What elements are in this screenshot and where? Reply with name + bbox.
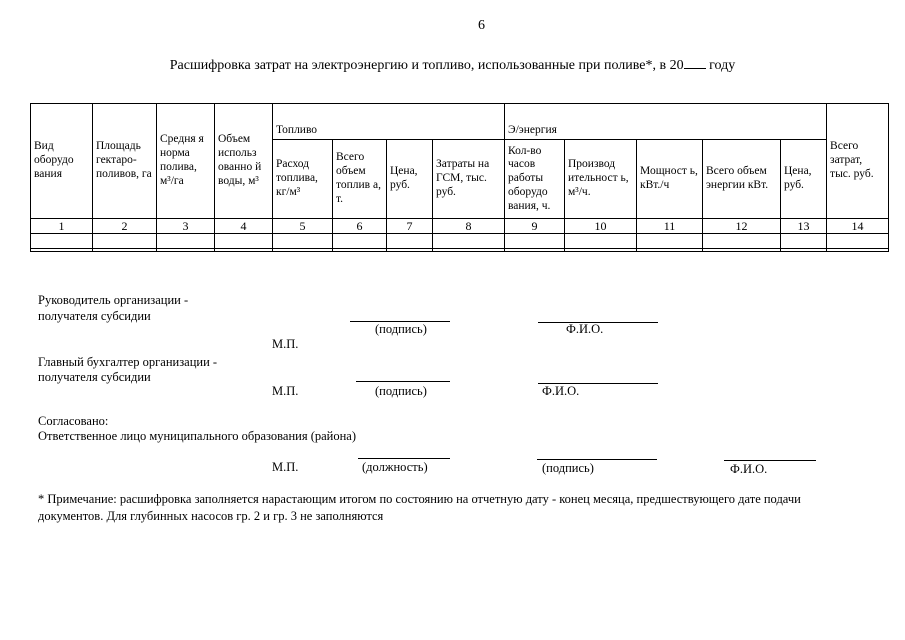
title-suffix: году [709, 58, 736, 73]
table-cell[interactable] [31, 249, 93, 252]
table-cell[interactable] [273, 234, 333, 249]
table-cell[interactable] [31, 234, 93, 249]
column-number: 5 [273, 219, 333, 234]
header-fuel-price: Цена, руб. [387, 140, 433, 219]
municipal-official-label: Ответственное лицо муниципального образования (района) [38, 429, 357, 443]
header-hours: Кол-во часов работы оборудо вания, ч. [505, 140, 565, 219]
header-fuel-cost: Затраты на ГСМ, тыс. руб. [433, 140, 505, 219]
column-number: 4 [215, 219, 273, 234]
accountant-stamp-label: М.П. [272, 384, 299, 398]
column-number: 9 [505, 219, 565, 234]
table-row [31, 234, 889, 249]
head-fio-caption: Ф.И.О. [566, 322, 604, 336]
table-cell[interactable] [637, 234, 703, 249]
table-cell[interactable] [827, 249, 889, 252]
table-cell[interactable] [215, 234, 273, 249]
column-number: 8 [433, 219, 505, 234]
table-cell[interactable] [703, 249, 781, 252]
column-number: 10 [565, 219, 637, 234]
table-row [31, 249, 889, 252]
table-cell[interactable] [387, 249, 433, 252]
table-cell[interactable] [781, 249, 827, 252]
table-cell[interactable] [505, 249, 565, 252]
municipal-fio-line[interactable] [724, 460, 816, 461]
accountant-signature-caption: (подпись) [375, 384, 427, 398]
municipal-signature-line[interactable] [537, 459, 657, 460]
table-cell[interactable] [637, 249, 703, 252]
head-stamp-label: М.П. [272, 337, 299, 351]
table-cell[interactable] [387, 234, 433, 249]
column-number: 3 [157, 219, 215, 234]
column-number: 6 [333, 219, 387, 234]
cost-table [30, 103, 889, 252]
title-text: Расшифровка затрат на электроэнергию и топливо, использованные при поливе*, в 20 [169, 58, 684, 73]
header-equipment-type: Вид оборудо вания [31, 104, 93, 219]
year-blank[interactable] [684, 56, 706, 69]
head-signature-caption: (подпись) [375, 322, 427, 336]
header-norm: Средня я норма полива, м³/га [157, 104, 215, 219]
municipal-position-line[interactable] [358, 458, 450, 459]
header-energy-price: Цена, руб. [781, 140, 827, 219]
header-total-cost: Всего затрат, тыс. руб. [827, 104, 889, 219]
column-number: 2 [93, 219, 157, 234]
table-cell[interactable] [333, 234, 387, 249]
column-number: 14 [827, 219, 889, 234]
municipal-fio-caption: Ф.И.О. [730, 462, 768, 476]
header-productivity: Производ ительност ь, м³/ч. [565, 140, 637, 219]
head-label-line1: Руководитель организации - [38, 293, 189, 307]
header-fuel-total: Всего объем топлив а, т. [333, 140, 387, 219]
header-fuel-group: Топливо [273, 104, 505, 140]
header-energy-total: Всего объем энергии кВт. [703, 140, 781, 219]
header-area: Площадь гектаро-поливов, га [93, 104, 157, 219]
page-number: 6 [478, 18, 485, 33]
table-cell[interactable] [565, 234, 637, 249]
table-cell[interactable] [505, 234, 565, 249]
accountant-label-line1: Главный бухгалтер организации - [38, 355, 218, 369]
column-number: 11 [637, 219, 703, 234]
table-cell[interactable] [433, 234, 505, 249]
column-number: 12 [703, 219, 781, 234]
municipal-stamp-label: М.П. [272, 460, 299, 474]
table-cell[interactable] [827, 234, 889, 249]
column-number: 13 [781, 219, 827, 234]
table-cell[interactable] [333, 249, 387, 252]
table-cell[interactable] [157, 249, 215, 252]
column-number: 7 [387, 219, 433, 234]
table-cell[interactable] [93, 234, 157, 249]
head-label-line2: получателя субсидии [38, 309, 151, 323]
table-cell[interactable] [157, 234, 215, 249]
header-water-volume: Объем использ ованно й воды, м³ [215, 104, 273, 219]
page-title [0, 56, 905, 74]
accountant-fio-caption: Ф.И.О. [542, 384, 580, 398]
table-cell[interactable] [93, 249, 157, 252]
accountant-label-line2: получателя субсидии [38, 370, 151, 384]
municipal-position-caption: (должность) [362, 460, 428, 474]
footnote: * Примечание: расшифровка заполняется нарастающим итогом по состоянию на отчетную дату - конец месяца, предшествующего дате подачи документов. Для глубинных насосов гр. 2 и гр. 3 не заполняются [38, 492, 801, 523]
header-energy-group: Э/энергия [505, 104, 827, 140]
table-cell[interactable] [565, 249, 637, 252]
header-power: Мощност ь, кВт./ч [637, 140, 703, 219]
accountant-signature-line[interactable] [356, 381, 450, 382]
municipal-signature-caption: (подпись) [542, 461, 594, 475]
table-cell[interactable] [433, 249, 505, 252]
agreed-label: Согласовано: [38, 414, 109, 428]
column-number: 1 [31, 219, 93, 234]
header-fuel-rate: Расход топлива, кг/м³ [273, 140, 333, 219]
table-cell[interactable] [781, 234, 827, 249]
table-cell[interactable] [703, 234, 781, 249]
table-cell[interactable] [215, 249, 273, 252]
table-cell[interactable] [273, 249, 333, 252]
